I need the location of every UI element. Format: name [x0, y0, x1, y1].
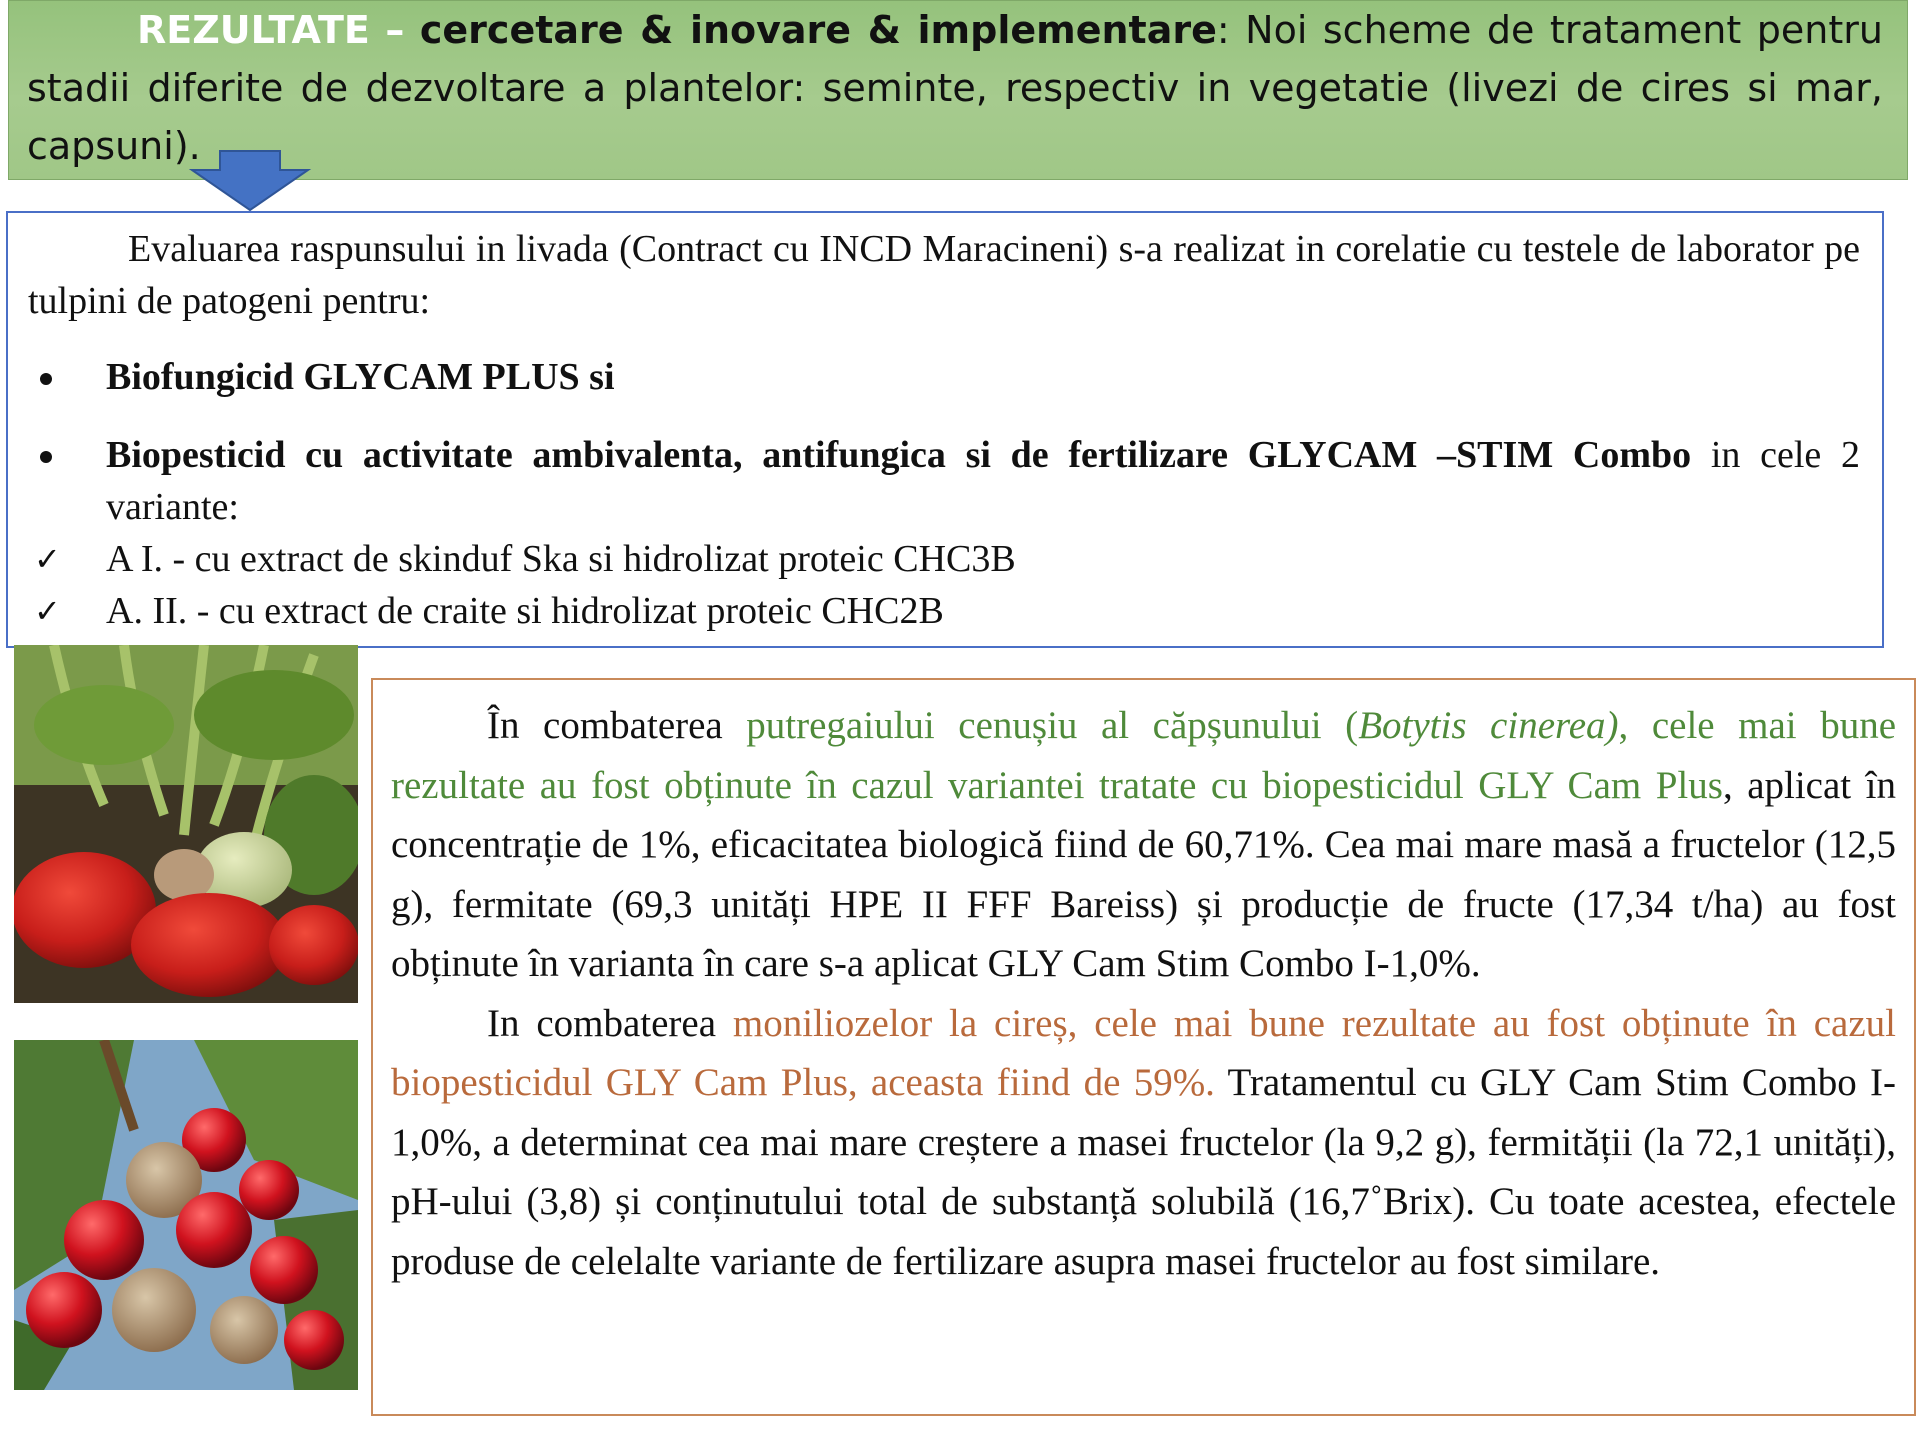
variant-one: A I. - cu extract de skinduf Ska si hidrolizat proteic CHC3B	[106, 538, 1016, 580]
strawberry-photo	[14, 645, 358, 1003]
down-arrow-icon	[185, 150, 315, 212]
results-box	[371, 678, 1916, 1416]
header-label: REZULTATE	[137, 8, 370, 52]
bullet-icon	[40, 451, 52, 463]
checkmark-icon: ✓	[34, 540, 61, 578]
list-item	[28, 533, 1860, 585]
cherry-paragraph	[391, 994, 1896, 1292]
p2-lead: In combaterea	[487, 1001, 733, 1045]
header-text	[27, 1, 1883, 175]
product-glycam-plus: Biofungicid GLYCAM PLUS si	[106, 356, 615, 398]
cherry-photo	[14, 1040, 358, 1390]
list-item	[28, 429, 1860, 533]
checkmark-icon: ✓	[34, 592, 61, 630]
p1-rest: , aplicat în concentrație de 1%, eficacitatea biologică fiind de 60,71%. Cea mai mare masă a fructelor (12,5 g), fermitate (69,3 unități HPE II FFF Bareiss) și producție de fructe (17,34 t/ha) au fost obținute în varianta în care s-a aplicat GLY Cam Stim Combo I-1,0%.	[391, 763, 1896, 985]
product-list	[28, 351, 1860, 637]
p2-rest: Tratamentul cu GLY Cam Stim Combo I-1,0%, a determinat cea mai mare creștere a masei fructelor (la 9,2 g), fermității (la 72,1 unități), pH-ului (3,8) și conținutului total de substanță solubilă (16,7˚Brix). Cu toate acestea, efectele produse de celelalte variante de fertilizare asupra masei fructelor au fost similare.	[391, 1061, 1897, 1283]
p1-highlight-2: , cele mai bune rezultate au fost obținute în cazul variantei tratate cu biopesticidul GLY Cam Plus	[391, 704, 1896, 807]
header-emphasis: cercetare & inovare & implementare	[419, 8, 1217, 52]
bullet-icon	[40, 373, 52, 385]
product-glycam-stim: Biopesticid cu activitate ambivalenta, antifungica si de fertilizare GLYCAM –STIM Combo	[106, 434, 1692, 476]
p1-pathogen: Botytis cinerea)	[1358, 704, 1619, 747]
header-dash: –	[385, 8, 405, 52]
strawberry-paragraph	[391, 696, 1896, 994]
header-rest: : Noi scheme de tratament pentru stadii diferite de dezvoltare a plantelor: seminte, respectiv in vegetatie (livezi de cires si mar, capsuni).	[27, 8, 1883, 168]
evaluation-intro: Evaluarea raspunsului in livada (Contract cu INCD Maracineni) s-a realizat in corelatie cu testele de laborator pe tulpini de patogeni pentru:	[28, 228, 1860, 322]
variant-two: A. II. - cu extract de craite si hidrolizat proteic CHC2B	[106, 590, 944, 632]
evaluation-box	[6, 211, 1884, 648]
p1-highlight: putregaiului cenușiu al căpșunului (	[746, 704, 1359, 747]
product-glycam-stim-rest: in cele 2 variante:	[106, 434, 1861, 528]
list-item	[28, 585, 1860, 637]
p2-highlight: moniliozelor la cireș, cele mai bune rezultate au fost obținute în cazul biopesticidul GLY Cam Plus, aceasta fiind de 59%.	[391, 1001, 1896, 1104]
p1-lead: În combaterea	[487, 704, 747, 747]
list-item	[28, 351, 1860, 403]
